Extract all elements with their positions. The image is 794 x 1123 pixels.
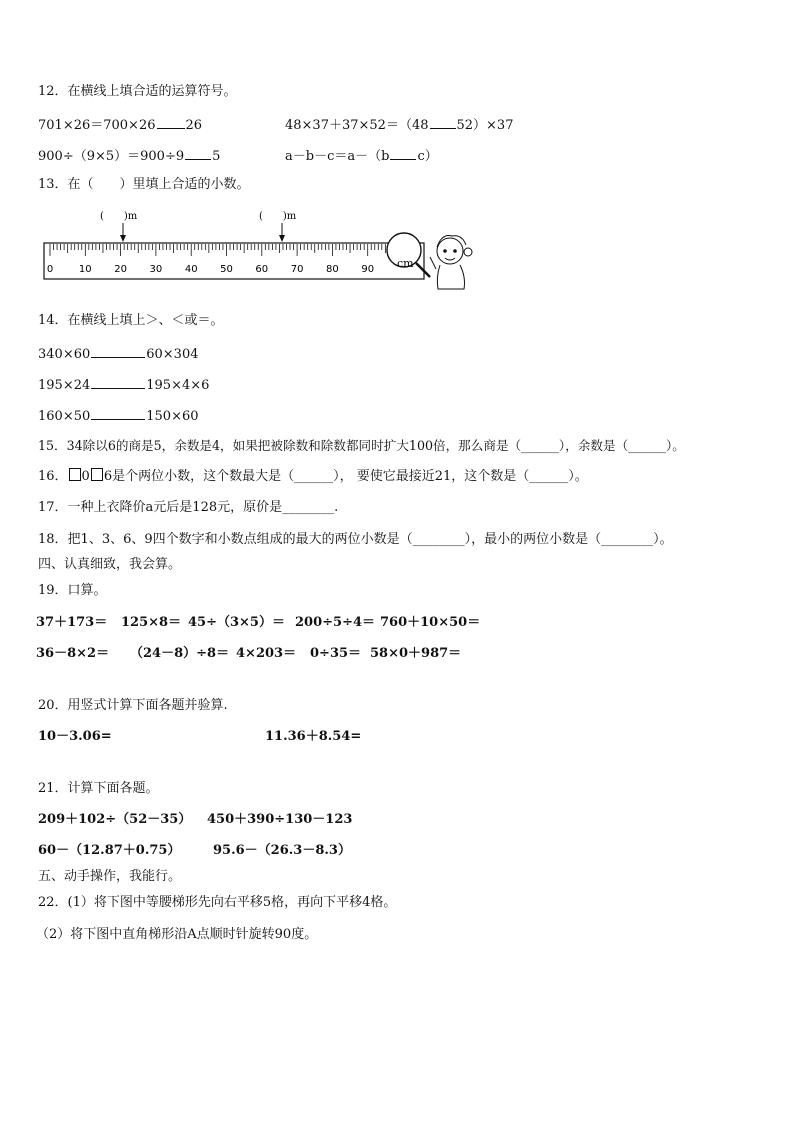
oral-1-4: 200÷5÷4＝: [295, 615, 376, 630]
q12-r2b-post: c）: [417, 149, 438, 164]
ruler-tick-label: 70: [290, 264, 304, 275]
q18-text: 18．把1、3、6、9四个数字和小数点组成的最大的两位小数是（________），最小的两位小数是（________）。: [38, 532, 673, 547]
q15-text: 15．34除以6的商是5，余数是4，如果把被除数和除数都同时扩大100倍，那么商是（______），余数是（______）。: [38, 438, 685, 453]
q14-blank-2[interactable]: [91, 376, 145, 389]
section-4-title: 四、认真细致，我会算。: [38, 557, 182, 572]
oral-1-2: 125×8＝: [121, 615, 182, 630]
q20-a: 10－3.06=: [38, 729, 112, 744]
q12-blank-2[interactable]: [430, 116, 456, 129]
ruler-tick-label: 30: [149, 264, 163, 275]
ruler-tick-label: 40: [184, 264, 198, 275]
q20-title: 20．用竖式计算下面各题并验算.: [38, 698, 228, 713]
q12-r2a-pre: 900÷（9×5）＝900÷9: [38, 149, 185, 164]
q14-r3-left: 160×50: [38, 409, 91, 424]
q14-blank-3[interactable]: [91, 407, 145, 420]
oral-1-3: 45÷（3×5）＝: [188, 615, 285, 630]
q12-blank-1[interactable]: [157, 116, 185, 129]
q13-title: 13．在（ ）里填上合适的小数。: [38, 177, 250, 192]
oral-2-3: 4×203＝: [236, 646, 297, 661]
oral-2-2: （24－8）÷8＝: [130, 646, 230, 661]
q12-blank-4[interactable]: [390, 147, 416, 160]
q12-blank-3[interactable]: [185, 147, 211, 160]
magnifier-handle: [416, 263, 430, 277]
q14-r1-left: 340×60: [38, 347, 91, 362]
q14-blank-1[interactable]: [91, 345, 145, 358]
q12-r2b-pre: a－b－c＝a－（b: [285, 149, 390, 164]
q17-text: 17．一种上衣降价a元后是128元，原价是________.: [38, 500, 339, 515]
oral-2-5: 58×0＋987＝: [370, 646, 462, 661]
q12-r1a-pre: 701×26＝700×26: [38, 118, 156, 133]
q14-row3: [38, 407, 199, 425]
cartoon-girl: [430, 235, 472, 289]
q14-r3-right: 150×60: [146, 409, 199, 424]
q12-r1b-pre: 48×37＋37×52＝（48: [285, 118, 429, 133]
q12-title: 12．在横线上填合适的运算符号。: [38, 84, 237, 99]
q19-row2: [36, 646, 461, 662]
ruler-tick-label: 0: [46, 264, 54, 275]
oral-2-4: 0÷35＝: [310, 646, 362, 661]
digit-box-2[interactable]: [91, 468, 103, 481]
q22-part2: （2）将下图中直角梯形沿A点顺时针旋转90度。: [36, 927, 318, 942]
q21-title: 21．计算下面各题。: [38, 781, 159, 796]
q14-r2-right: 195×4×6: [146, 378, 210, 393]
q12-row2-left: [38, 147, 220, 165]
q20-b: 11.36＋8.54=: [265, 729, 362, 744]
q14-r2-left: 195×24: [38, 378, 91, 393]
arrow-2-head: [279, 235, 285, 242]
ruler-tick-label: 10: [78, 264, 92, 275]
ruler-tick-label: 20: [114, 264, 127, 275]
ruler-tick-label: 60: [255, 264, 269, 275]
digit-box-1[interactable]: [69, 468, 81, 481]
unit-label: cm: [397, 257, 414, 270]
ruler-tick-label: 80: [326, 264, 339, 275]
q12-r1a-post: 26: [185, 118, 203, 133]
oral-1-1: 37＋173＝: [36, 615, 108, 630]
q21-r1a: 209＋102÷（52－35）: [38, 812, 192, 827]
q21-r2b: 95.6－（26.3－8.3）: [213, 843, 351, 858]
arrow-1-head: [120, 235, 126, 242]
section-5-title: 五、动手操作，我能行。: [38, 869, 182, 884]
mark-1-label: ( )m: [100, 211, 138, 222]
q16-mid2: 6是个两位小数，这个数最大是（______）， 要使它最接近21，这个数是（______）。: [103, 469, 588, 484]
ruler-ticks: [47, 244, 403, 275]
ruler-tick-label: 90: [361, 264, 375, 275]
ruler-tick-label: 50: [220, 264, 233, 275]
q16-line: [38, 468, 588, 485]
q14-r1-right: 60×304: [146, 347, 199, 362]
q12-row1-left: [38, 116, 202, 134]
q19-title: 19．口算。: [38, 583, 107, 598]
q21-r1b: 450＋390÷130－123: [207, 812, 353, 827]
oral-2-1: 36－8×2＝: [36, 646, 110, 661]
q12-r1b-post: 52）×37: [456, 118, 514, 133]
q19-row1: [36, 615, 480, 631]
q14-row2: [38, 376, 209, 394]
q14-row1: [38, 345, 199, 363]
q12-r2a-post: 5: [212, 149, 221, 164]
q16-mid1: 0: [81, 469, 90, 484]
mark-2-label: ( )m: [259, 211, 297, 222]
ruler-figure: [38, 207, 478, 299]
q22-part1: 22．(1）将下图中等腰梯形先向右平移5格，再向下平移4格。: [38, 895, 397, 910]
q12-row1-right: [285, 116, 513, 134]
q16-pre: 16．: [38, 469, 68, 484]
q12-row2-right: [285, 147, 438, 165]
oral-1-5: 760＋10×50＝: [380, 615, 481, 630]
ruler-svg: [38, 207, 478, 299]
q21-r2a: 60－（12.87＋0.75）: [38, 843, 181, 858]
q14-title: 14．在横线上填上＞、＜或＝。: [38, 313, 224, 328]
